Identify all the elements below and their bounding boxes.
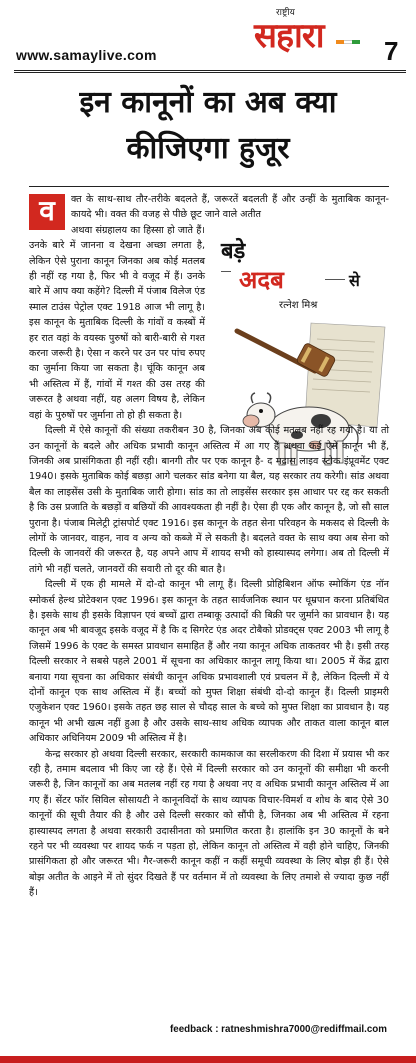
masthead-tagline: राष्ट्रीय — [276, 8, 295, 18]
footer-bar — [0, 1056, 416, 1063]
drop-cap: व — [29, 194, 65, 230]
paragraph-2: दिल्ली में ऐसे कानूनों की संख्या तकरीबन 30 है, जिनका अब कोई मतलब नहीं रह गया है। या तो उन कानूनों के बदले और अधिक प्रभावी कानून अस्तित्व में आ गए हैं अथवा कई ऐसे कानून भी हैं, जिनकी अब प्रासंगिकता ही नहीं रही। बानगी तौर पर एक कानून है- द मद्रास लाइव स्टोक इंप्रूवमेंट एक्ट 1940। इसके मुताबिक कोई बछड़ा आगे चलकर सांड बनेगा या बैल, यह सरकार तय करेगी। सांड अथवा बैल का लाइसेंस उसी के मुताबिक जारी होगा। सांड का तो लाइसेंस सरकार इस आधार पर रद्द कर सकती है कि उस प्रजाति के बछड़ों व बछियों की आवश्यकता ही नहीं है। ऐसा ही एक और कानून है, जो सौ साल पुराना है। पंजाब मिलेट्री ट्रांसपोर्ट एक्ट 1916। इस कानून के तहत सेना परिवहन के मकसद से दिल्ली के लोगों के जानवर, वाहन, नाव व अन्य को कब्जे में ले सकती है। बदलते वक्त के साथ क्या अब सेना को दिल्ली के जानवरों की जरूरत है, यह अपने आप में शायद सभी को हास्यास्पद लगेगा। अब तो दिल्ली में तांगे भी नहीं चलते, जानवरों की सवारी तो दूर की बात है। — [29, 425, 389, 575]
paragraph-1-lead: क्त के साथ-साथ तौर-तरीके बदलते हैं, जरूरतें बदलती हैं और उन्हीं के मुताबिक कानून-कायदे भी। वक्त की वजह से पीछे छूट जाने वाले अतीत — [71, 194, 389, 221]
headline-line-1: इन कानूनों का अब क्या — [79, 85, 337, 120]
flag-stripe-white — [344, 40, 352, 44]
paragraph-3: दिल्ली में एक ही मामले में दो-दो कानून भी लागू हैं। दिल्ली प्रोहिबिशन ऑफ स्मोकिंग एंड नॉन स्मोकर्स हेल्थ प्रोटेक्शन एक्ट 1996। इस कानून के तहत सार्वजनिक स्थान पर धूम्रपान करना प्रतिबंधित है। इसके साथ ही इसके विज्ञापन एवं बच्चों द्वारा तम्बाकू उत्पादों की बिक्री पर जुर्माने का प्रावधान है। यह कानून अब भी बावजूद इसके वजूद में है कि द सिगरेट एंड अदर टोबैको प्रोडक्ट्स एक्ट 2003 भी लागू है जिसमें 1996 के एक्ट के समस्त प्रावधान समाहित हैं और नया कानून अधिक ताकतवर भी है। इसी तरह दिल्ली सरकार ने सबसे पहले 2001 में सूचना का अधिकार कानून लागू किया था। 2005 में केंद्र द्वारा बनाया गया सूचना का अधिकार संबंधी कानून अधिक प्रभावशाली एवं प्रचलन में है, लेकिन दिल्ली में ये दोनों कानून एक साथ अस्तित्व में हैं। बच्चों को मुफ्त शिक्षा संबंधी दो-दो कानून हैं। दिल्ली प्राइमरी एजुकेशन एक्ट 1960। इसके तहत छह साल से चौदह साल के बच्चे को मुफ्त शिक्षा का प्रावधान है। यह कानून भी अभी खत्म नहीं हुआ है और उसके साथ-साथ अधिक व्यापक और ताकत वाला कानून बाल अधिकार अधिनियम 2009 भी अस्तित्व में है। — [29, 579, 389, 745]
page-header — [0, 0, 416, 70]
flag-stripe-saffron — [336, 40, 344, 44]
masthead-logo: सहारा — [254, 16, 324, 56]
headline-divider — [29, 186, 389, 187]
flag-stripe-green — [352, 40, 360, 44]
header-divider-2 — [14, 72, 406, 73]
header-divider — [14, 70, 406, 71]
column-heading-suffix: से — [349, 271, 360, 290]
headline-line-2: कीजिएगा हुजूर — [126, 131, 290, 166]
column-heading-top: बड़े — [221, 239, 246, 264]
feedback-email[interactable]: feedback : ratneshmishra7000@rediffmail.com — [170, 1024, 388, 1035]
paragraph-4: केन्द्र सरकार हो अथवा दिल्ली सरकार, सरकारी कामकाज का सरलीकरण की दिशा में प्रयास भी कर रही है, तमाम बदलाव भी किए जा रहे हैं। ऐसे में दिल्ली सरकार को उन कानूनों की समीक्षा भी करनी जरूरी है, जिन कानूनों का अब मतलब नहीं रह गया है अथवा नए व अधिक प्रभावी कानून अस्तित्व में आ गए हैं। सेंटर फॉर सिविल सोसायटी ने कानूनविदों के साथ व्यापक विचार-विमर्श व शोध के बाद ऐसे 30 कानूनों की सूची तैयार की है और उसे दिल्ली सरकार को सौंपी है, जिनका अब भी अस्तित्व में रहना हास्यास्पद लगता है अथवा सरकारी उदासीनता को प्रमाणित करता है। हालांकि इन 30 कानूनों के बने रहने पर भी व्यवस्था पर शायद फर्क न पड़ता हो, लेकिन कानून तो अस्तित्व में वही होने चाहिए, जिनकी प्रासंगिकता हो और जरूरत भी। गैर-जरूरी कानून कहीं न कहीं समूची व्यवस्था के लिए बोझ ही हैं। ऐसे बोझ अतीत के आइने में तो सुंदर दिखते हैं पर वर्तमान में तो व्यवस्था के लिए तमाशे से ज्यादा कुछ नहीं हैं। — [29, 748, 389, 899]
paragraph-1-narrow: अथवा संग्रहालय का हिस्सा हो जाते हैं। उनके बारे में जानना व देखना अच्छा लगता है, लेकिन ऐसे पुराना कानून जिनका अब कोई मतलब ही नहीं रह गया है, फिर भी वे वजूद में हैं। उनके बारे में आप क्या कहेंगे? दिल्ली में पंजाब विलेज एंड स्माल टाउंस पेट्रोल एक्ट 1918 आज भी लागू है। इस कानून के मुताबिक दिल्ली के गांवों व कस्बों में हर रात वहां के वयस्क पुरुषों को बारी-बारी से गश्त करना जरूरी है। ऐसा न करने पर उन पर पांच रुपए का जुर्माना किया जा सकता है। चूंकि कानून अब भी अस्तित्व में हैं, गांवों में गश्त की उस तरह की जरूरत है अथवा नहीं, यह अलग विषय है, लेकिन वहां के पुरुषों पर जुर्माना तो हो ही सकता है। — [29, 224, 205, 421]
page-number: 7 — [384, 36, 399, 66]
article-body — [29, 192, 389, 901]
column-heading-main: अदब — [239, 265, 284, 294]
author-name: रत्नेश मिश्र — [279, 300, 318, 311]
headline — [30, 80, 386, 172]
site-url[interactable]: www.samaylive.com — [16, 47, 157, 63]
